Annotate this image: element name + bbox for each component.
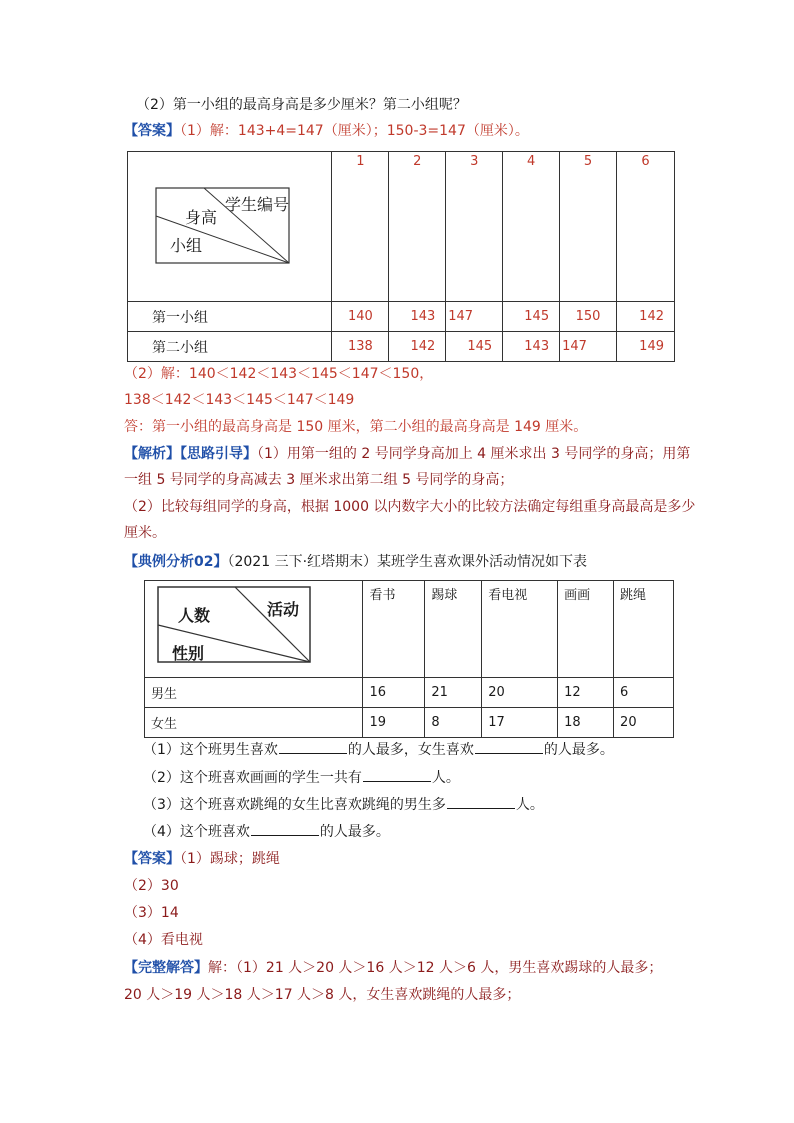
table-cell: 138 — [332, 332, 389, 362]
diagonal-header-cell — [145, 581, 363, 678]
table-cell: 142 — [389, 332, 446, 362]
fill-question-1 — [143, 739, 614, 760]
table-cell: 20 — [614, 708, 674, 738]
answer-blank[interactable] — [251, 821, 319, 836]
table-row — [128, 332, 675, 362]
row-label: 男生 — [145, 678, 363, 708]
table-cell: 147 — [560, 332, 617, 362]
header-cell: 2 — [389, 152, 446, 302]
diag-label-count: 人数 — [178, 606, 211, 625]
analysis-tag: 【解析】 — [124, 446, 180, 462]
table-cell: 21 — [425, 678, 482, 708]
q1-part-b: 的人最多，女生喜欢 — [347, 742, 474, 758]
answer-tag: 【答案】 — [124, 123, 180, 139]
fill-question-4 — [143, 821, 390, 842]
height-table — [127, 151, 675, 362]
activity-table — [144, 580, 674, 738]
analysis-line3: （2）比较每组同学的身高，根据 1000 以内数字大小的比较方法确定每组重身高最高是多少 — [124, 499, 696, 515]
q2-part-b: 人。 — [431, 770, 460, 786]
header-cell: 5 — [560, 152, 617, 302]
table-cell: 140 — [332, 302, 389, 332]
table-cell: 143 — [503, 332, 560, 362]
diagonal-header-lines — [128, 152, 333, 302]
table-cell: 19 — [363, 708, 425, 738]
q4-part-a: （4）这个班喜欢 — [143, 824, 250, 840]
table-cell: 142 — [617, 302, 675, 332]
table-cell: 147 — [446, 302, 503, 332]
full-solution-line2: 20 人＞19 人＞18 人＞17 人＞8 人，女生喜欢跳绳的人最多； — [124, 987, 521, 1003]
header-cell: 看电视 — [482, 581, 558, 678]
analysis-line1 — [124, 444, 690, 464]
table-cell: 8 — [425, 708, 482, 738]
header-cell: 3 — [446, 152, 503, 302]
example-2 — [124, 552, 587, 572]
table-row — [145, 708, 674, 738]
header-cell: 1 — [332, 152, 389, 302]
answer-3-a1: （1）踢球；跳绳 — [180, 851, 280, 867]
row-label: 第一小组 — [128, 302, 332, 332]
full-solution-text: 解：（1）21 人＞20 人＞16 人＞12 人＞6 人，男生喜欢踢球的人最多； — [208, 960, 663, 976]
answer-3-a3: （3）14 — [124, 905, 179, 921]
full-solution-tag: 【完整解答】 — [124, 960, 208, 976]
answer-1-text: （1）解：143+4=147（厘米）；150-3=147（厘米）。 — [180, 123, 529, 139]
table-cell: 150 — [560, 302, 617, 332]
q2-part-a: （2）这个班喜欢画画的学生一共有 — [143, 770, 362, 786]
table-cell: 149 — [617, 332, 675, 362]
fill-question-2 — [143, 767, 460, 788]
diag-label-activity: 活动 — [267, 600, 300, 619]
header-cell: 6 — [617, 152, 675, 302]
answer-2-conclusion: 答：第一小组的最高身高是 150 厘米，第二小组的最高身高是 149 厘米。 — [124, 419, 588, 435]
diag-label-gender: 性别 — [172, 644, 205, 663]
question-2: （2）第一小组的最高身高是多少厘米？第二小组呢？ — [136, 97, 467, 113]
table-cell: 18 — [558, 708, 614, 738]
header-cell: 看书 — [363, 581, 425, 678]
q3-part-b: 人。 — [515, 797, 544, 813]
fill-question-3 — [143, 794, 544, 815]
answer-2-line2: 138＜142＜143＜145＜147＜149 — [124, 392, 355, 408]
row-label: 女生 — [145, 708, 363, 738]
header-cell: 跳绳 — [614, 581, 674, 678]
table-cell: 17 — [482, 708, 558, 738]
analysis-line4: 厘米。 — [124, 525, 166, 541]
full-solution-line1 — [124, 958, 662, 978]
table-cell: 16 — [363, 678, 425, 708]
table-row — [145, 678, 674, 708]
row-label: 第二小组 — [128, 332, 332, 362]
analysis-line2: 一组 5 号同学的身高减去 3 厘米求出第二组 5 号同学的身高； — [124, 472, 514, 488]
table-cell: 20 — [482, 678, 558, 708]
table-cell: 145 — [503, 302, 560, 332]
header-cell: 画画 — [558, 581, 614, 678]
answer-blank[interactable] — [447, 794, 515, 809]
answer-tag: 【答案】 — [124, 851, 180, 867]
example-2-text: （2021 三下·红塔期末）某班学生喜欢课外活动情况如下表 — [227, 554, 588, 570]
table-cell: 6 — [614, 678, 674, 708]
example-tag: 【典例分析02】 — [124, 554, 228, 570]
q3-part-a: （3）这个班喜欢跳绳的女生比喜欢跳绳的男生多 — [143, 797, 446, 813]
answer-blank[interactable] — [475, 739, 543, 754]
thinking-tag: 【思路引导】 — [180, 446, 257, 462]
q1-part-a: （1）这个班男生喜欢 — [143, 742, 278, 758]
table-cell: 143 — [389, 302, 446, 332]
analysis-text: （1）用第一组的 2 号同学身高加上 4 厘米求出 3 号同学的身高；用第 — [257, 446, 691, 462]
table-cell: 12 — [558, 678, 614, 708]
diag-label-group: 小组 — [170, 236, 203, 255]
answer-3-a2: （2）30 — [124, 878, 179, 894]
table-row — [128, 302, 675, 332]
answer-3 — [124, 849, 280, 869]
answer-blank[interactable] — [363, 767, 431, 782]
table-cell: 145 — [446, 332, 503, 362]
diag-label-student-number: 学生编号 — [225, 195, 290, 214]
diag-label-height: 身高 — [185, 208, 218, 227]
answer-3-a4: （4）看电视 — [124, 932, 203, 948]
header-cell: 踢球 — [425, 581, 482, 678]
answer-1 — [124, 121, 529, 141]
q1-part-c: 的人最多。 — [543, 742, 614, 758]
header-cell: 4 — [503, 152, 560, 302]
answer-2-line1: （2）解：140＜142＜143＜145＜147＜150， — [124, 366, 434, 382]
q4-part-b: 的人最多。 — [319, 824, 390, 840]
diagonal-header-cell — [128, 152, 332, 302]
answer-blank[interactable] — [279, 739, 347, 754]
